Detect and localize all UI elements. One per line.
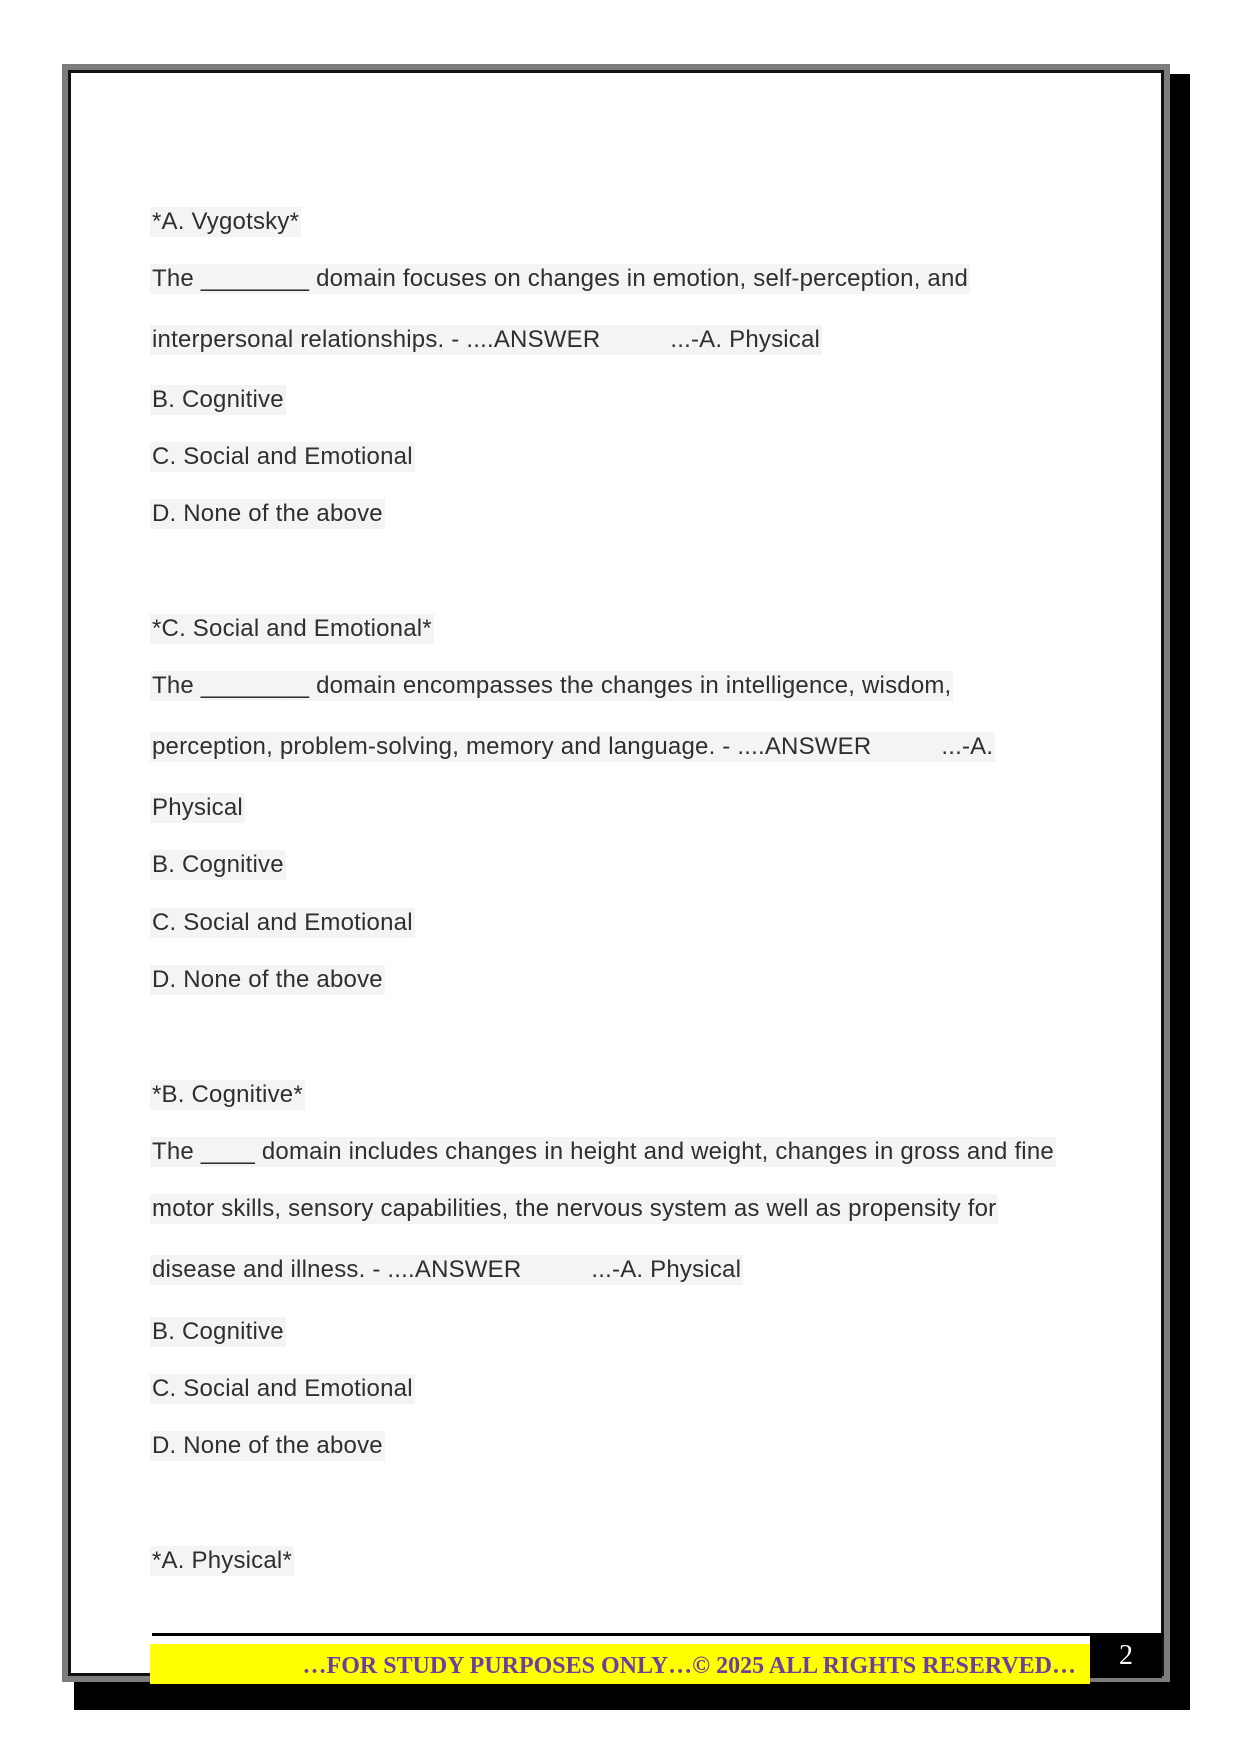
- answer-line: *A. Vygotsky*: [152, 208, 300, 235]
- question-line: The ____ domain includes changes in height and weight, changes in gross and fine: [152, 1138, 1054, 1165]
- option-line: B. Cognitive: [152, 386, 284, 413]
- option-line: D. None of the above: [152, 966, 383, 993]
- option-line: B. Cognitive: [152, 1318, 284, 1345]
- question-line: disease and illness. - ....ANSWER ...-A. Physical: [152, 1256, 742, 1283]
- option-line: D. None of the above: [152, 1432, 383, 1459]
- footer-notice: …FOR STUDY PURPOSES ONLY…© 2025 ALL RIGHTS RESERVED…: [150, 1644, 1090, 1684]
- question-line: The ________ domain focuses on changes in emotion, self-perception, and: [152, 265, 969, 292]
- page-number: 2: [1090, 1634, 1162, 1678]
- question-line: Physical: [152, 794, 243, 821]
- question-line: motor skills, sensory capabilities, the nervous system as well as propensity for: [152, 1195, 997, 1222]
- question-line: interpersonal relationships. - ....ANSWER ...-A. Physical: [152, 326, 821, 353]
- option-line: C. Social and Emotional: [152, 909, 413, 936]
- option-line: D. None of the above: [152, 500, 383, 527]
- answer-line: *B. Cognitive*: [152, 1081, 303, 1108]
- answer-line: *A. Physical*: [152, 1547, 292, 1574]
- answer-line: *C. Social and Emotional*: [152, 615, 432, 642]
- option-line: C. Social and Emotional: [152, 443, 413, 470]
- option-line: B. Cognitive: [152, 851, 284, 878]
- option-line: C. Social and Emotional: [152, 1375, 413, 1402]
- footer-rule: [152, 1633, 1164, 1636]
- question-line: The ________ domain encompasses the changes in intelligence, wisdom,: [152, 672, 952, 699]
- question-line: perception, problem-solving, memory and language. - ....ANSWER ...-A.: [152, 733, 994, 760]
